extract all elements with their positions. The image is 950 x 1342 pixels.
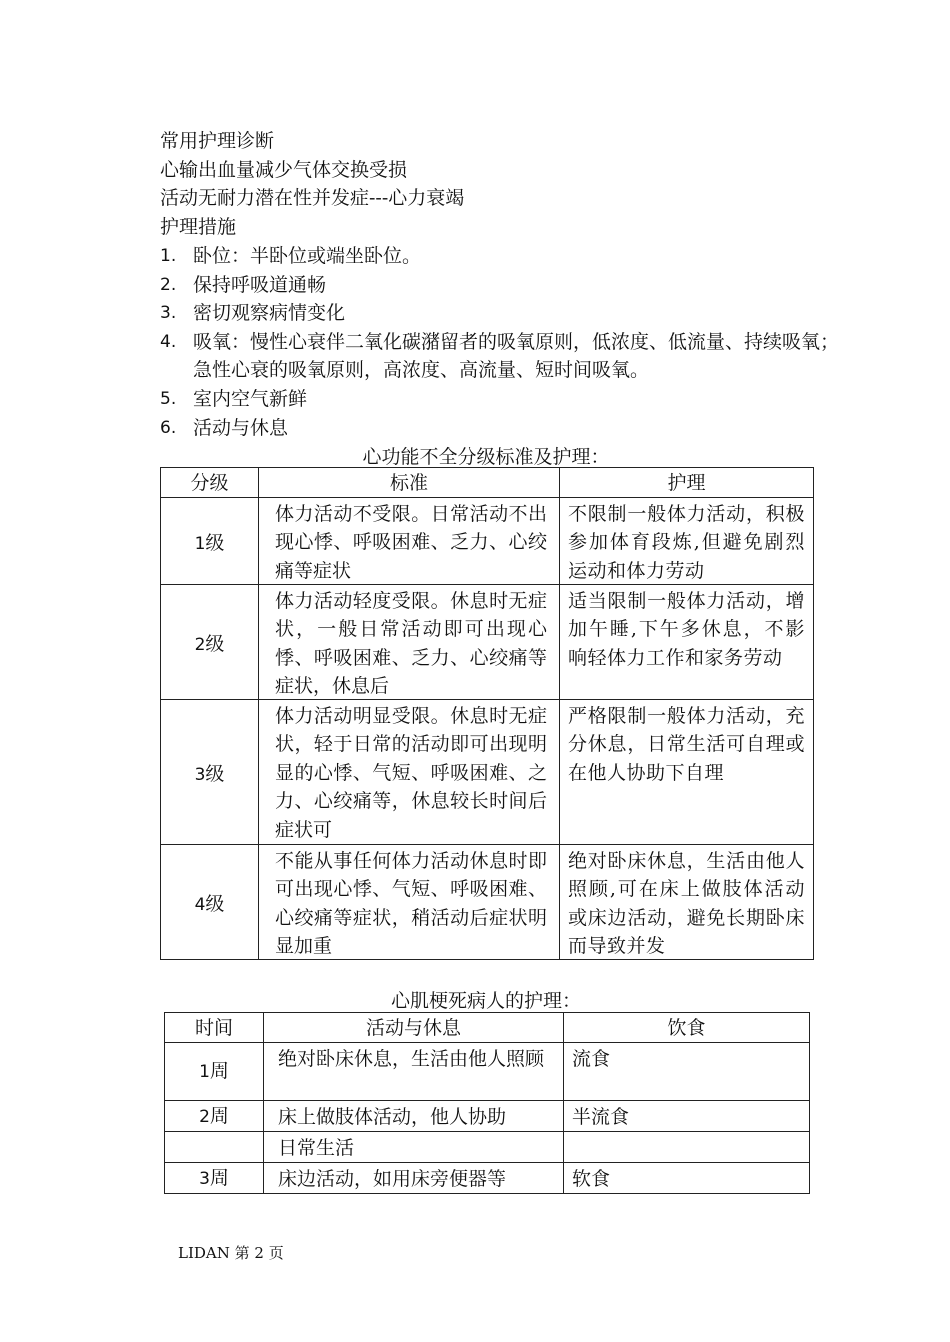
table-row (165, 1163, 810, 1194)
week-number: 3 (199, 1168, 210, 1189)
list-number: 6. (160, 417, 177, 438)
list-text: 吸氧：慢性心衰伴二氧化碳潴留者的吸氧原则，低浓度、低流量、持续吸氧；急性心衰的吸氧原则，高浓度、高流量、短时间吸氧。 (193, 330, 840, 382)
table-row (161, 700, 814, 845)
grade-unit: 级 (205, 632, 225, 655)
list-item (160, 385, 840, 414)
diet-cell: 软食 (564, 1163, 810, 1194)
list-text: 密切观察病情变化 (193, 302, 346, 325)
header-standard: 标准 (259, 468, 560, 498)
list-number: 5. (160, 388, 177, 409)
standard-text: 体力活动明显受限。休息时无症状，轻于日常的活动即可出现明显的心悸、气短、呼吸困难、之力、心绞痛等，休息较长时间后症状可 (275, 705, 547, 841)
diet-cell: 半流食 (564, 1101, 810, 1132)
care-text: 不限制一般体力活动，积极参加体育段炼,但避免剧烈运动和体力劳动 (568, 503, 805, 582)
standard-text: 体力活动不受限。日常活动不出现心悸、呼吸困难、乏力、心绞痛等症状 (275, 503, 547, 582)
grade-cell (161, 845, 259, 960)
list-text: 保持呼吸道通畅 (193, 273, 327, 296)
care-text: 适当限制一般体力活动，增加午睡,下午多休息，不影响轻体力工作和家务劳动 (568, 590, 805, 669)
heading-nursing-diagnosis: 常用护理诊断 (160, 130, 275, 152)
care-cell (560, 700, 814, 845)
grade-unit: 级 (205, 892, 225, 915)
table2-caption: 心肌梗死病人的护理： (390, 990, 581, 1012)
week-cell (165, 1043, 264, 1101)
table-row (165, 1043, 810, 1101)
care-cell (560, 845, 814, 960)
list-number: 1. (160, 246, 177, 266)
list-item (160, 414, 840, 443)
table1-caption: 心功能不全分级标准及护理： (362, 446, 610, 468)
standard-cell (259, 845, 560, 960)
grade-cell (161, 700, 259, 845)
table-row (161, 585, 814, 700)
list-number: 3. (160, 303, 177, 324)
heading-diagnosis-items-1: 心输出血量减少气体交换受损 (160, 159, 408, 181)
list-number: 2. (160, 274, 177, 295)
week-unit: 周 (209, 1060, 229, 1082)
list-number: 4. (160, 331, 177, 352)
list-item (160, 328, 840, 385)
grade-unit: 级 (205, 531, 225, 554)
header-grade: 分级 (161, 468, 259, 498)
week-cell (165, 1101, 264, 1132)
footer-author: LIDAN (178, 1244, 230, 1262)
header-care: 护理 (560, 468, 814, 498)
table-row (165, 1101, 810, 1132)
page-footer (178, 1242, 284, 1263)
grade-number: 1 (194, 533, 206, 554)
measures-list (160, 242, 840, 442)
week-number: 2 (199, 1106, 210, 1127)
list-text: 卧位：半卧位或端坐卧位。 (193, 245, 422, 267)
activity-cell: 绝对卧床休息，生活由他人照顾 (264, 1043, 564, 1101)
grade-number: 3 (194, 764, 206, 785)
list-text: 室内空气新鲜 (193, 387, 308, 410)
week-unit: 周 (209, 1166, 229, 1189)
grade-unit: 级 (205, 762, 225, 785)
grade-cell (161, 585, 259, 700)
standard-text: 不能从事任何体力活动休息时即可出现心悸、气短、呼吸困难、心绞痛等症状，稍活动后症状明显加重 (275, 850, 547, 958)
care-cell (560, 585, 814, 700)
standard-cell (259, 700, 560, 845)
table-row (161, 498, 814, 585)
list-item (160, 271, 840, 300)
activity-cell: 床边活动，如用床旁便器等 (264, 1163, 564, 1194)
diet-cell (564, 1132, 810, 1163)
list-text: 活动与休息 (193, 416, 289, 439)
standard-cell (259, 498, 560, 585)
table-row (161, 845, 814, 960)
week-cell (165, 1132, 264, 1163)
header-diet: 饮食 (564, 1013, 810, 1043)
standard-text: 体力活动轻度受限。休息时无症状，一般日常活动即可出现心悸、呼吸困难、乏力、心绞痛等症状，休息后 (275, 590, 547, 698)
footer-page-number: 第 2 页 (234, 1244, 284, 1262)
week-number: 1 (199, 1062, 210, 1082)
heading-diagnosis-items-2: 活动无耐力潜在性并发症---心力衰竭 (160, 187, 465, 209)
care-text: 绝对卧床休息，生活由他人照顾,可在床上做肢体活动或床边活动，避免长期卧床而导致并发 (568, 850, 805, 958)
heart-failure-grade-table (160, 467, 814, 960)
care-text: 严格限制一般体力活动，充分休息，日常生活可自理或在他人协助下自理 (568, 705, 805, 784)
myocardial-infarction-care-table (164, 1012, 810, 1194)
table-row (165, 1132, 810, 1163)
week-unit: 周 (209, 1104, 229, 1127)
header-time: 时间 (165, 1013, 264, 1043)
list-item (160, 299, 840, 328)
heading-nursing-measures: 护理措施 (160, 216, 237, 238)
list-item (160, 242, 840, 271)
week-cell (165, 1163, 264, 1194)
diet-cell: 流食 (564, 1043, 810, 1101)
activity-cell: 床上做肢体活动，他人协助 (264, 1101, 564, 1132)
standard-cell (259, 585, 560, 700)
grade-cell (161, 498, 259, 585)
care-cell (560, 498, 814, 585)
grade-number: 2 (194, 634, 206, 655)
grade-number: 4 (194, 894, 206, 915)
activity-cell: 日常生活 (264, 1132, 564, 1163)
header-activity: 活动与休息 (264, 1013, 564, 1043)
